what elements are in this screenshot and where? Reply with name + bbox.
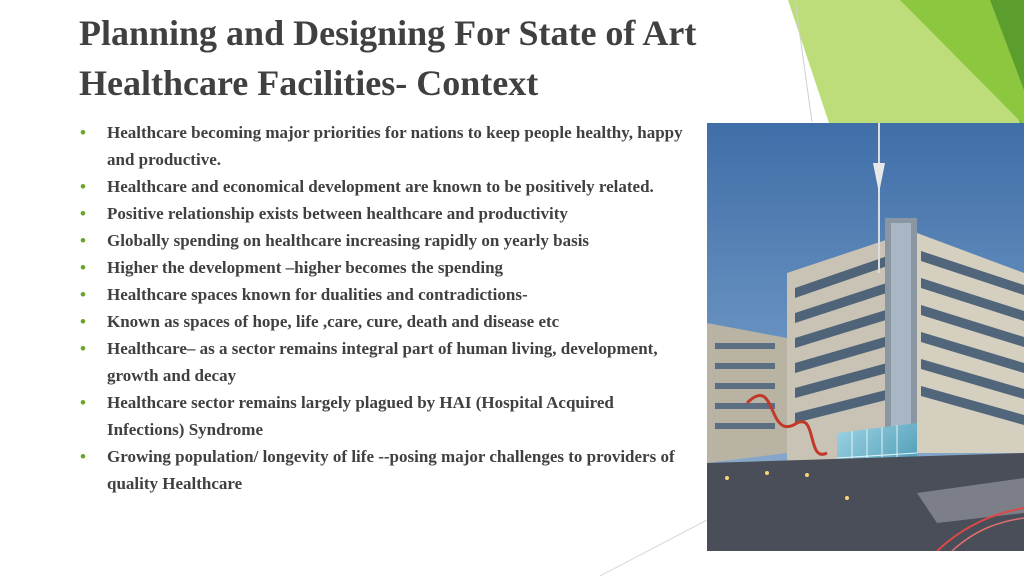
bullet-item: • Globally spending on healthcare increasing rapidly on yearly basis	[79, 227, 694, 254]
bullet-item: • Positive relationship exists between healthcare and productivity	[79, 200, 694, 227]
bullet-item: • Healthcare becoming major priorities for nations to keep people healthy, happy and productive.	[79, 119, 694, 173]
bullet-item: • Higher the development –higher becomes the spending	[79, 254, 694, 281]
bullet-item: • Healthcare sector remains largely plagued by HAI (Hospital Acquired Infections) Syndrome	[79, 389, 694, 443]
bullet-item: • Known as spaces of hope, life ,care, cure, death and disease etc	[79, 308, 694, 335]
hospital-building-photo	[707, 123, 1024, 551]
building-illustration	[707, 123, 1024, 551]
bullet-item: • Healthcare and economical development are known to be positively related.	[79, 173, 694, 200]
bullet-item: • Growing population/ longevity of life --posing major challenges to providers of quality Healthcare	[79, 443, 694, 497]
title-line-2: Healthcare Facilities- Context	[79, 63, 539, 103]
bullet-item: • Healthcare spaces known for dualities and contradictions-	[79, 281, 694, 308]
page-title	[79, 8, 839, 108]
bullet-item: • Healthcare– as a sector remains integral part of human living, development, growth and decay	[79, 335, 694, 389]
bullet-list	[79, 119, 694, 497]
title-line-1: Planning and Designing For State of Art	[79, 13, 697, 53]
